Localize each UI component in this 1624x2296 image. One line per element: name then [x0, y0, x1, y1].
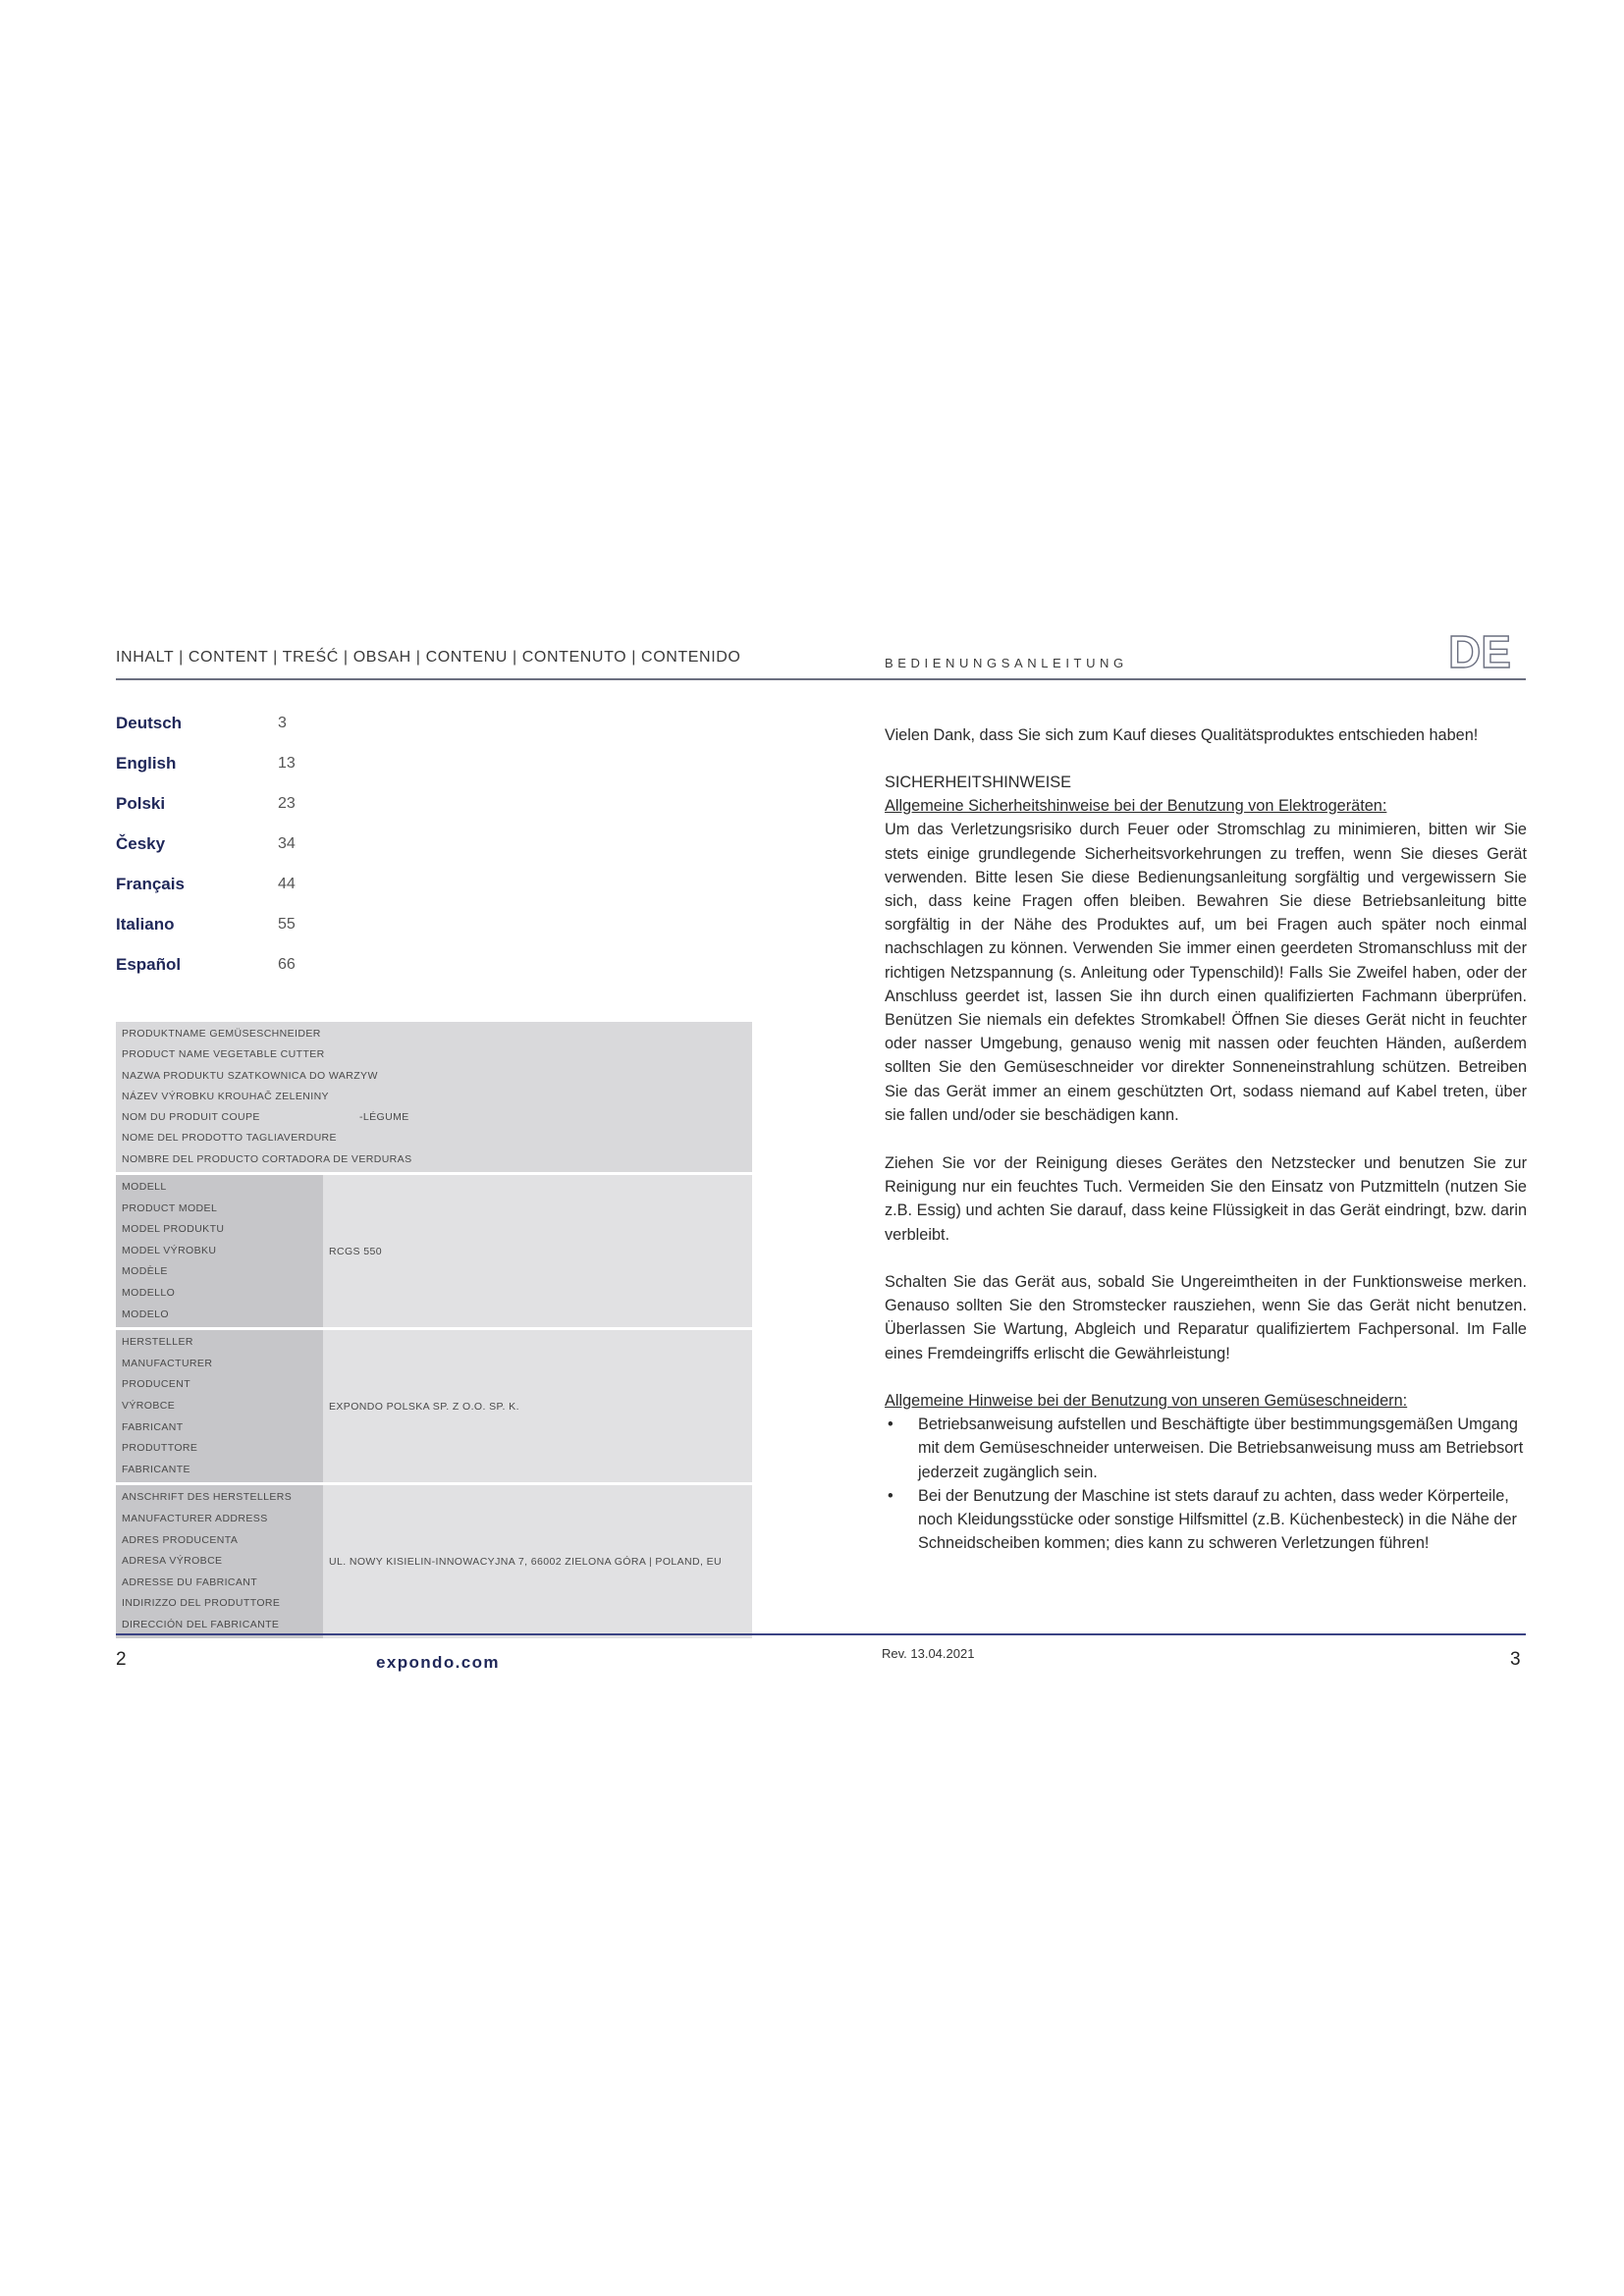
product-name-fr: NOM DU PRODUIT COUPE	[122, 1111, 260, 1124]
footer-divider	[116, 1633, 1526, 1635]
table-label: MODEL VÝROBKU	[122, 1244, 217, 1256]
toc-item-polski[interactable]	[116, 794, 469, 834]
table-label: MANUFACTURER	[122, 1357, 213, 1369]
header-divider	[116, 678, 1526, 680]
model-block	[116, 1175, 752, 1327]
bullet-item	[885, 1484, 1527, 1556]
manufacturer-value-cell	[323, 1330, 752, 1482]
toc-item-cesky[interactable]	[116, 834, 469, 875]
product-name-cz: NÁZEV VÝROBKU KROUHAČ ZELENINY	[122, 1090, 329, 1102]
table-label: FABRICANTE	[122, 1463, 190, 1475]
cleaning-section	[885, 1151, 1527, 1247]
product-info-table	[116, 1022, 752, 1641]
bullet-dot: •	[888, 1486, 893, 1505]
bullet-item	[885, 1413, 1527, 1484]
page-number-left: 2	[116, 1649, 127, 1670]
product-name-block	[116, 1022, 752, 1172]
footer-url[interactable]: expondo.com	[376, 1653, 500, 1672]
table-label: MODELL	[122, 1181, 167, 1194]
toc-language: Italiano	[116, 915, 175, 934]
model-labels	[116, 1175, 323, 1327]
svg-text:DE: DE	[1448, 629, 1511, 672]
address-value-cell	[323, 1485, 752, 1637]
product-name-pl: NAZWA PRODUKTU SZATKOWNICA DO WARZYW	[122, 1069, 378, 1082]
table-label: ANSCHRIFT DES HERSTELLERS	[122, 1491, 293, 1504]
toc-page-number: 44	[278, 876, 296, 892]
toc-language: Español	[116, 955, 182, 974]
toc-page-number: 34	[278, 835, 296, 852]
product-name-it: NOME DEL PRODOTTO TAGLIAVERDURE	[122, 1132, 337, 1145]
toc-item-francais[interactable]	[116, 875, 469, 915]
toc-language: Polski	[116, 794, 166, 813]
cleaning-text: Ziehen Sie vor der Reinigung dieses Gerätes den Netzstecker und benutzen Sie zur Reinigung nur ein feuchtes Tuch. Vermeiden Sie den Einsatz von Putzmitteln (nutzen Sie z.B. Essig) und achten Sie darauf, dass keine Flüssigkeit in das Gerät eindringt, bzw. darin verbleibt.	[885, 1154, 1527, 1244]
product-name-en: PRODUCT NAME VEGETABLE CUTTER	[122, 1048, 325, 1061]
toc-page-number: 23	[278, 795, 296, 812]
product-name-de: PRODUKTNAME GEMÜSESCHNEIDER	[122, 1028, 321, 1040]
language-code-logo	[1447, 629, 1526, 672]
toc-item-italiano[interactable]	[116, 915, 469, 955]
model-value: RCGS 550	[329, 1245, 382, 1257]
manufacturer-value: EXPONDO POLSKA SP. Z O.O. SP. K.	[329, 1400, 519, 1413]
safety-heading: SICHERHEITSHINWEISE	[885, 774, 1071, 791]
toc-item-deutsch[interactable]	[116, 714, 469, 754]
manufacturer-labels	[116, 1330, 323, 1482]
table-label: PRODUCENT	[122, 1378, 191, 1391]
product-name-fr-suffix: -LÉGUME	[359, 1111, 409, 1124]
table-label: MODEL PRODUKTU	[122, 1223, 225, 1236]
table-label: MODELO	[122, 1308, 169, 1320]
content-header: INHALT | CONTENT | TREŚĆ | OBSAH | CONTENU | CONTENUTO | CONTENIDO	[116, 649, 741, 666]
bullet-text: Betriebsanweisung aufstellen und Beschäftigte über bestimmungsgemäßen Umgang mit dem Gemüseschneider unterweisen. Die Betriebsanweisung muss am Betriebsort jederzeit zugänglich sein.	[918, 1415, 1524, 1481]
toc-page-number: 66	[278, 956, 296, 973]
table-label: MODELLO	[122, 1287, 176, 1300]
table-label: ADRESSE DU FABRICANT	[122, 1575, 258, 1588]
product-name-es: NOMBRE DEL PRODUCTO CORTADORA DE VERDURAS	[122, 1152, 412, 1165]
general-safety-text: Um das Verletzungsrisiko durch Feuer oder Stromschlag zu minimieren, bitten wir Sie stets einige grundlegende Sicherheitsvorkehrungen zu treffen, wenn Sie dieses Gerät verwenden. Bitte lesen Sie diese Bedienungsanleitung sorgfältig und vergewissern Sie sich, dass keine Fragen offen bleiben. Bewahren Sie diese Betriebsanleitung bitte sorgfältig in der Nähe des Produktes auf, um bei Fragen auch später noch einmal nachschlagen zu können. Verwenden Sie immer einen geerdeten Stromanschluss mit der richtigen Netzspannung (s. Anleitung oder Typenschild)! Falls Sie Zweifel haben, oder der Anschluss geerdet ist, lassen Sie ihn durch einen qualifizierten Fachmann überprüfen. Benützen Sie niemals ein defektes Stromkabel! Öffnen Sie dieses Gerät nicht in feuchter oder nasser Umgebung, genauso wenig mit nassen oder feuchten Händen, außerdem sollten Sie den Gemüseschneider vor direkter Sonneneinstrahlung schützen. Betreiben Sie das Gerät immer an einem geschützten Ort, sodass niemand auf Kabel treten, über sie fallen und/oder sie beschädigen kann.	[885, 821, 1527, 1124]
revision-date: Rev. 13.04.2021	[882, 1646, 975, 1661]
manual-title: BEDIENUNGSANLEITUNG	[885, 656, 1128, 670]
table-label: MODÈLE	[122, 1265, 168, 1278]
toc-language: Deutsch	[116, 714, 183, 732]
toc-language: Česky	[116, 834, 166, 853]
switch-off-text: Schalten Sie das Gerät aus, sobald Sie Ungereimtheiten in der Funktionsweise merken. Genauso sollten Sie den Stromstecker rausziehen, wenn Sie das Gerät nicht benutzen. Überlassen Sie Wartung, Abgleich und Reparatur qualifiziertem Fachpersonal. Im Falle eines Fremdeingriffs erlischt die Gewährleistung!	[885, 1273, 1527, 1362]
bullet-dot: •	[888, 1415, 893, 1434]
switch-off-section	[885, 1270, 1527, 1365]
page-number-right: 3	[1510, 1649, 1521, 1670]
toc-language: Français	[116, 875, 185, 893]
table-label: VÝROBCE	[122, 1400, 176, 1413]
toc-page-number: 13	[278, 755, 296, 772]
address-value: UL. NOWY KISIELIN-INNOWACYJNA 7, 66002 ZIELONA GÓRA | POLAND, EU	[329, 1555, 723, 1568]
toc-language: English	[116, 754, 177, 773]
toc-item-espanol[interactable]	[116, 955, 469, 995]
general-safety-heading: Allgemeine Sicherheitshinweise bei der Benutzung von Elektrogeräten:	[885, 797, 1387, 816]
safety-section	[885, 771, 1527, 1127]
toc-item-english[interactable]	[116, 754, 469, 794]
address-labels	[116, 1485, 323, 1637]
cutter-heading: Allgemeine Hinweise bei der Benutzung von unseren Gemüseschneidern:	[885, 1392, 1408, 1410]
manufacturer-block	[116, 1330, 752, 1482]
thanks-text: Vielen Dank, dass Sie sich zum Kauf dieses Qualitätsproduktes entschieden haben!	[885, 726, 1479, 744]
table-label: ADRES PRODUCENTA	[122, 1533, 239, 1546]
model-value-cell	[323, 1175, 752, 1327]
table-label: PRODUCT MODEL	[122, 1201, 218, 1214]
table-label: HERSTELLER	[122, 1336, 193, 1349]
table-label: DIRECCIÓN DEL FABRICANTE	[122, 1618, 280, 1630]
table-label: INDIRIZZO DEL PRODUTTORE	[122, 1597, 281, 1610]
cutter-section	[885, 1389, 1527, 1555]
table-label: ADRESA VÝROBCE	[122, 1555, 223, 1568]
table-label: MANUFACTURER ADDRESS	[122, 1512, 268, 1524]
toc-page-number: 55	[278, 916, 296, 933]
table-label: FABRICANT	[122, 1420, 184, 1433]
bullet-text: Bei der Benutzung der Maschine ist stets darauf zu achten, dass weder Körperteile, noch Kleidungsstücke oder sonstige Hilfsmittel (z.B. Küchenbesteck) in die Nähe der Schneidscheiben kommen; dies kann zu schweren Verletzungen führen!	[918, 1486, 1517, 1553]
address-block	[116, 1485, 752, 1637]
table-of-contents	[116, 714, 469, 995]
toc-page-number: 3	[278, 715, 287, 731]
table-label: PRODUTTORE	[122, 1442, 198, 1455]
thanks-paragraph	[885, 723, 1527, 747]
product-name-fr-row	[116, 1107, 752, 1128]
